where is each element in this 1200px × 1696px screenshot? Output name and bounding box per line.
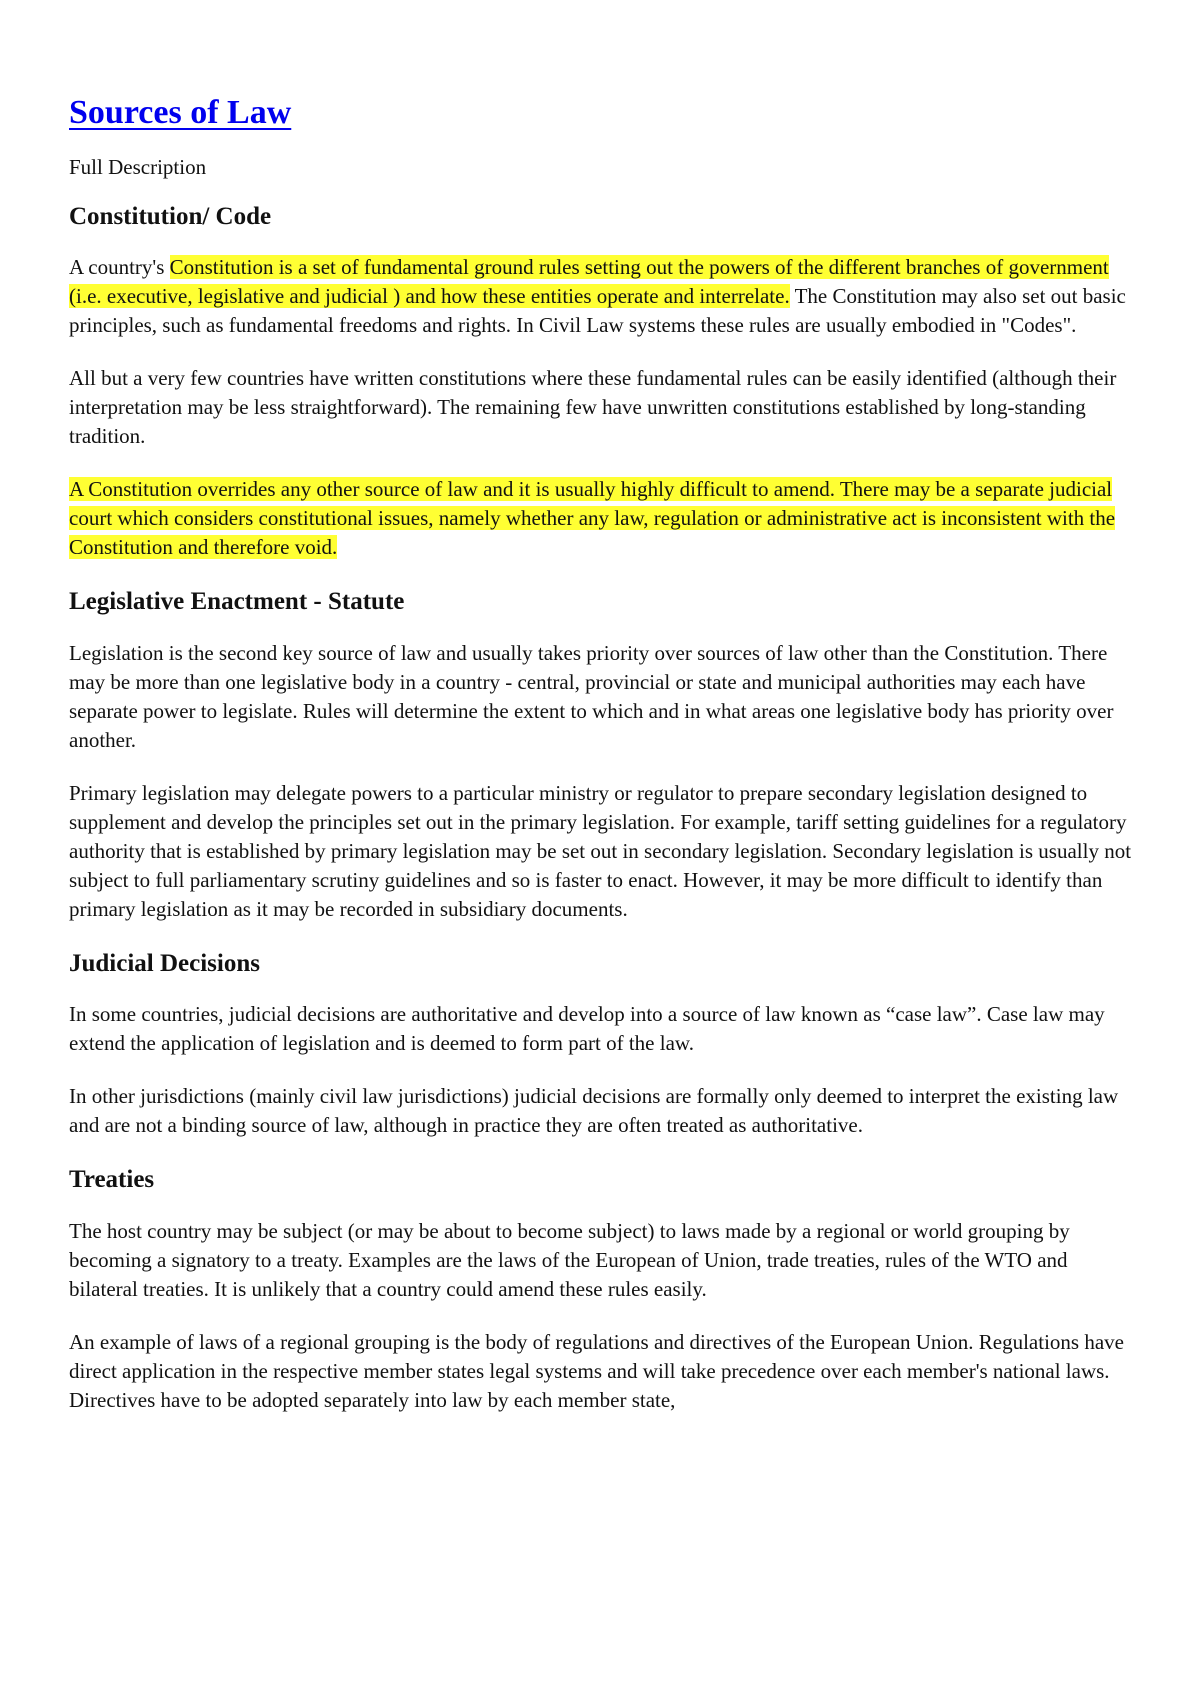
section-heading: Judicial Decisions [69,949,260,977]
paragraph: Legislation is the second key source of law and usually takes priority over sources of law other than the Constitution. There may be more than one legislative body in a country - central, provincial or state and municipal authorities may each have separate power to legislate. Rules will determine the extent to which and in what areas one legislative body has priority over another. [69,640,1114,752]
section-heading: Treaties [69,1166,155,1194]
highlighted-text: Constitution is a set of fundamental ground rules setting out the powers of the different branches of government (i.e. executive, legislative and judicial ) and how these entities operate and interrelate. [69,255,1109,309]
subtitle: Full Description [69,154,207,179]
paragraph: In some countries, judicial decisions are authoritative and develop into a source of law known as “case law”. Case law may extend the application of legislation and is deemed to form part of the law. [69,1002,1105,1056]
paragraph: In other jurisdictions (mainly civil law jurisdictions) judicial decisions are formally only deemed to interpret the existing law and are not a binding source of law, although in practice they are often treated as authoritative. [69,1084,1119,1138]
document-page [69,92,1139,1439]
paragraph: Primary legislation may delegate powers to a particular ministry or regulator to prepare secondary legislation designed to supplement and develop the principles set out in the primary legislation. For example, tariff setting guidelines for a regulatory authority that is established by primary legislation may be set out in secondary legislation. Secondary legislation is usually not subject to full parliamentary scrutiny guidelines and so is faster to enact. However, it may be more difficult to identify than primary legislation as it may be recorded in subsidiary documents. [69,780,1132,921]
paragraph: The host country may be subject (or may be about to become subject) to laws made by a regional or world grouping by becoming a signatory to a treaty. Examples are the laws of the European of Union, trade treaties, rules of the WTO and bilateral treaties. It is unlikely that a country could amend these rules easily. [69,1218,1070,1301]
section-treaties [69,1164,1139,1415]
highlighted-text: A Constitution overrides any other source of law and it is usually highly difficult to amend. There may be a separate judicial court which considers constitutional issues, namely whether any law, regulation or administrative act is inconsistent with the Constitution and therefore void. [69,477,1116,560]
section-constitution [69,201,1139,563]
paragraph [69,475,1139,562]
paragraph: All but a very few countries have written constitutions where these fundamental rules can be easily identified (although their interpretation may be less straightforward). The remaining few have unwritten constitutions established by long-standing tradition. [69,366,1117,449]
section-legislative-enactment [69,586,1139,924]
section-heading: Legislative Enactment - Statute [69,588,405,616]
section-heading: Constitution/ Code [69,202,272,230]
section-judicial-decisions [69,948,1139,1141]
page-title-link[interactable]: Sources of Law [69,94,292,131]
text-run: A country's [69,255,170,280]
paragraph: An example of laws of a regional grouping is the body of regulations and directives of the European Union. Regulations have direct application in the respective member states legal systems and will take precedence over each member's national laws. Directives have to be adopted separately into law by each member state, [69,1329,1124,1412]
paragraph [69,253,1139,340]
text-run: The Constitution may also set out basic principles, such as fundamental freedoms and rights. In Civil Law systems these rules are usually embodied in "Codes". [69,284,1126,338]
